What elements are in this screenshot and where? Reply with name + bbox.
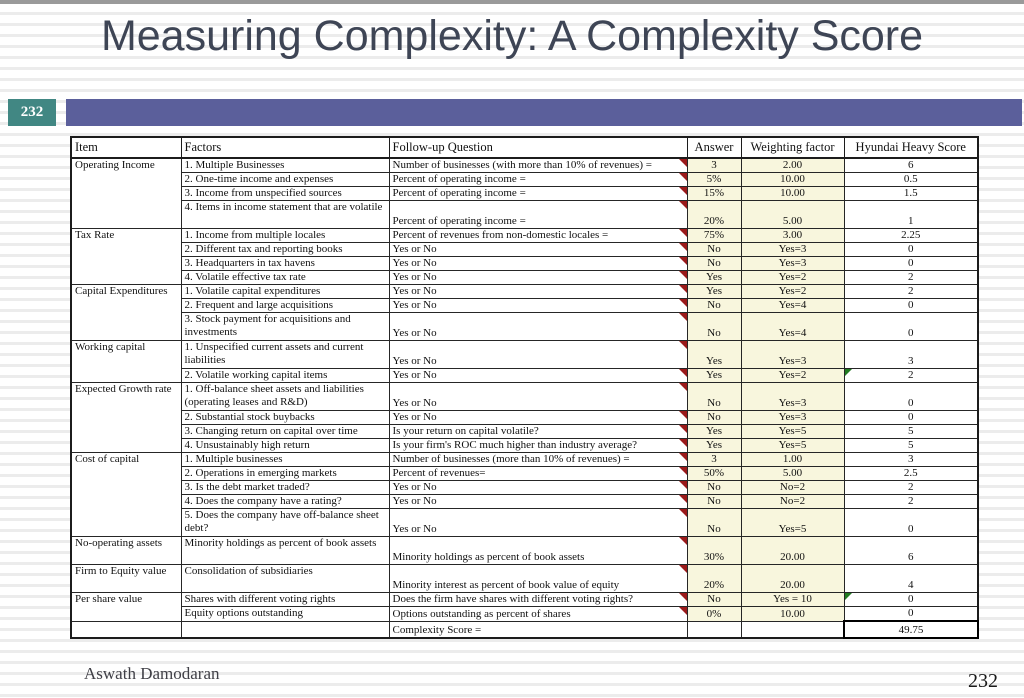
cell-factor: 4. Unsustainably high return: [181, 439, 389, 453]
cell-weighting-factor: 5.00: [741, 201, 844, 229]
table-header-row: [71, 137, 978, 158]
cell-weighting-factor: Yes=5: [741, 509, 844, 537]
cell-answer: Yes: [687, 341, 741, 369]
accent-bar: [66, 99, 1022, 126]
cell-item: Working capital: [71, 341, 181, 383]
cell-answer: No: [687, 243, 741, 257]
cell-answer: No: [687, 299, 741, 313]
comment-indicator-red-icon: [679, 187, 687, 195]
cell-factor: 3. Income from unspecified sources: [181, 187, 389, 201]
footer-page-number: 232: [968, 670, 998, 692]
footer-author: Aswath Damodaran: [84, 664, 220, 683]
cell-factor: 2. Operations in emerging markets: [181, 467, 389, 481]
cell-weighting-factor: Yes=5: [741, 439, 844, 453]
cell-score: 2: [844, 369, 978, 383]
cell-answer: Yes: [687, 285, 741, 299]
cell-question: Is your firm's ROC much higher than industry average?: [389, 439, 687, 453]
cell-question: Minority holdings as percent of book assets: [389, 537, 687, 565]
comment-indicator-red-icon: [679, 243, 687, 251]
cell-answer: No: [687, 383, 741, 411]
cell-weighting-factor: Yes=3: [741, 383, 844, 411]
comment-indicator-green-icon: [845, 593, 852, 600]
cell-factor: Consolidation of subsidiaries: [181, 565, 389, 593]
table-row: [71, 495, 978, 509]
cell-weighting-factor: 20.00: [741, 565, 844, 593]
cell-factor: 4. Does the company have a rating?: [181, 495, 389, 509]
comment-indicator-red-icon: [679, 201, 687, 209]
cell-question: Percent of operating income =: [389, 187, 687, 201]
table-row: [71, 173, 978, 187]
comment-indicator-red-icon: [679, 285, 687, 293]
comment-indicator-red-icon: [679, 229, 687, 237]
cell-item: No-operating assets: [71, 537, 181, 565]
slide-number-badge: 232: [8, 99, 56, 126]
cell-question: Is your return on capital volatile?: [389, 425, 687, 439]
table-row: [71, 313, 978, 341]
cell-question: Yes or No: [389, 299, 687, 313]
cell-factor: 2. Volatile working capital items: [181, 369, 389, 383]
table-row: [71, 439, 978, 453]
cell-question: Percent of operating income =: [389, 201, 687, 229]
cell-answer: Yes: [687, 439, 741, 453]
cell-factor: Minority holdings as percent of book assets: [181, 537, 389, 565]
comment-indicator-red-icon: [679, 593, 687, 601]
cell-question: Number of businesses (with more than 10% of revenues) =: [389, 158, 687, 173]
cell-weighting-factor: No=2: [741, 495, 844, 509]
cell-answer: No: [687, 481, 741, 495]
cell-question: Yes or No: [389, 481, 687, 495]
cell-weighting-factor: Yes=2: [741, 271, 844, 285]
cell-answer: 20%: [687, 565, 741, 593]
cell-factor: 1. Multiple Businesses: [181, 158, 389, 173]
table-row: [71, 425, 978, 439]
table-row: [71, 383, 978, 411]
cell-score: 0: [844, 411, 978, 425]
comment-indicator-red-icon: [679, 159, 687, 167]
cell-answer: 0%: [687, 607, 741, 622]
comment-indicator-red-icon: [679, 565, 687, 573]
cell-factor: Shares with different voting rights: [181, 593, 389, 607]
cell-weighting-factor: Yes=3: [741, 257, 844, 271]
table-row: [71, 537, 978, 565]
table-row: [71, 341, 978, 369]
cell-weighting-factor: 1.00: [741, 453, 844, 467]
cell-factor: 3. Headquarters in tax havens: [181, 257, 389, 271]
cell-factor: 4. Volatile effective tax rate: [181, 271, 389, 285]
complexity-score-table-wrap: [70, 136, 979, 639]
table-row: [71, 201, 978, 229]
cell-factor: 1. Volatile capital expenditures: [181, 285, 389, 299]
comment-indicator-red-icon: [679, 299, 687, 307]
cell-question: Percent of revenues from non-domestic locales =: [389, 229, 687, 243]
cell-answer: No: [687, 257, 741, 271]
cell-answer: 75%: [687, 229, 741, 243]
cell-factor: 3. Changing return on capital over time: [181, 425, 389, 439]
cell-weighting-factor: 10.00: [741, 173, 844, 187]
cell-answer: No: [687, 593, 741, 607]
cell-question: Yes or No: [389, 257, 687, 271]
cell-answer: Yes: [687, 425, 741, 439]
complexity-score-label: Complexity Score =: [389, 621, 687, 638]
cell-answer: No: [687, 509, 741, 537]
cell-answer: 3: [687, 453, 741, 467]
comment-indicator-red-icon: [679, 537, 687, 545]
cell-question: Percent of revenues=: [389, 467, 687, 481]
cell-answer: No: [687, 495, 741, 509]
cell-score: 2.5: [844, 467, 978, 481]
cell-score: 5: [844, 425, 978, 439]
cell-weighting-factor: No=2: [741, 481, 844, 495]
cell-weighting-factor: Yes=4: [741, 313, 844, 341]
cell-answer: 30%: [687, 537, 741, 565]
cell-answer: Yes: [687, 369, 741, 383]
cell-weighting-factor: Yes=2: [741, 369, 844, 383]
cell-score: 5: [844, 439, 978, 453]
cell-question: Yes or No: [389, 411, 687, 425]
cell-factor: 1. Off-balance sheet assets and liabilities (operating leases and R&D): [181, 383, 389, 411]
table-row: [71, 453, 978, 467]
cell-item-empty: [71, 621, 181, 638]
table-row: [71, 271, 978, 285]
cell-factor: 2. Frequent and large acquisitions: [181, 299, 389, 313]
cell-score: 6: [844, 158, 978, 173]
cell-weighting-factor: 10.00: [741, 607, 844, 622]
cell-score: 2: [844, 495, 978, 509]
cell-item: Cost of capital: [71, 453, 181, 537]
cell-factor: Equity options outstanding: [181, 607, 389, 622]
cell-weighting-factor: 3.00: [741, 229, 844, 243]
comment-indicator-red-icon: [679, 411, 687, 419]
cell-score: 3: [844, 453, 978, 467]
cell-score: 0: [844, 509, 978, 537]
comment-indicator-red-icon: [679, 383, 687, 391]
cell-score: 0: [844, 243, 978, 257]
cell-answer: 5%: [687, 173, 741, 187]
cell-question: Yes or No: [389, 369, 687, 383]
table-row: [71, 565, 978, 593]
cell-weighting-factor: Yes = 10: [741, 593, 844, 607]
complexity-score-table: [70, 136, 979, 639]
cell-weighting-factor: 20.00: [741, 537, 844, 565]
cell-score: 6: [844, 537, 978, 565]
col-header-factors: Factors: [181, 137, 389, 158]
cell-answer: 15%: [687, 187, 741, 201]
cell-score: 2: [844, 271, 978, 285]
cell-score: 3: [844, 341, 978, 369]
comment-indicator-red-icon: [679, 173, 687, 181]
cell-question: Options outstanding as percent of shares: [389, 607, 687, 622]
comment-indicator-red-icon: [679, 495, 687, 503]
cell-item: Capital Expenditures: [71, 285, 181, 341]
cell-question: Yes or No: [389, 313, 687, 341]
comment-indicator-red-icon: [679, 425, 687, 433]
cell-question: Percent of operating income =: [389, 173, 687, 187]
cell-factor-empty: [181, 621, 389, 638]
col-header-question: Follow-up Question: [389, 137, 687, 158]
table-row: [71, 299, 978, 313]
table-row: [71, 229, 978, 243]
cell-item: Expected Growth rate: [71, 383, 181, 453]
cell-factor: 1. Unspecified current assets and current liabilities: [181, 341, 389, 369]
comment-indicator-red-icon: [679, 467, 687, 475]
table-row: [71, 593, 978, 607]
cell-question: Yes or No: [389, 383, 687, 411]
cell-factor: 2. One-time income and expenses: [181, 173, 389, 187]
cell-answer: No: [687, 411, 741, 425]
cell-score: 0: [844, 313, 978, 341]
table-row: [71, 187, 978, 201]
table-row: [71, 509, 978, 537]
cell-answer: Yes: [687, 271, 741, 285]
complexity-total-row: [71, 621, 978, 638]
cell-item: Operating Income: [71, 158, 181, 229]
cell-question: Yes or No: [389, 285, 687, 299]
comment-indicator-red-icon: [679, 439, 687, 447]
comment-indicator-red-icon: [679, 341, 687, 349]
cell-factor: 2. Substantial stock buybacks: [181, 411, 389, 425]
cell-weighting-factor: Yes=4: [741, 299, 844, 313]
cell-answer-empty: [687, 621, 741, 638]
cell-score: 0: [844, 257, 978, 271]
cell-score: 1.5: [844, 187, 978, 201]
cell-factor: 3. Stock payment for acquisitions and investments: [181, 313, 389, 341]
cell-question: Yes or No: [389, 271, 687, 285]
cell-question: Minority interest as percent of book value of equity: [389, 565, 687, 593]
col-header-weighting: Weighting factor: [741, 137, 844, 158]
table-row: [71, 369, 978, 383]
cell-score: 0: [844, 383, 978, 411]
cell-item: Firm to Equity value: [71, 565, 181, 593]
cell-item: Per share value: [71, 593, 181, 622]
comment-indicator-red-icon: [679, 271, 687, 279]
cell-weighting-factor: Yes=3: [741, 341, 844, 369]
cell-answer: 20%: [687, 201, 741, 229]
page-title: Measuring Complexity: A Complexity Score: [100, 12, 924, 60]
col-header-item: Item: [71, 137, 181, 158]
cell-weighting-factor: Yes=3: [741, 411, 844, 425]
cell-score: 2: [844, 481, 978, 495]
cell-factor: 2. Different tax and reporting books: [181, 243, 389, 257]
cell-score: 1: [844, 201, 978, 229]
cell-score: 4: [844, 565, 978, 593]
cell-factor: 3. Is the debt market traded?: [181, 481, 389, 495]
cell-score: 2.25: [844, 229, 978, 243]
cell-score: 0: [844, 607, 978, 622]
cell-question: Yes or No: [389, 243, 687, 257]
complexity-score-value: 49.75: [844, 621, 978, 638]
comment-indicator-red-icon: [679, 607, 687, 615]
col-header-answer: Answer: [687, 137, 741, 158]
table-row: [71, 481, 978, 495]
cell-question: Yes or No: [389, 509, 687, 537]
table-row: [71, 285, 978, 299]
cell-factor: 5. Does the company have off-balance sheet debt?: [181, 509, 389, 537]
cell-weighting-factor: Yes=3: [741, 243, 844, 257]
cell-question: Number of businesses (more than 10% of revenues) =: [389, 453, 687, 467]
cell-answer: 3: [687, 158, 741, 173]
comment-indicator-red-icon: [679, 257, 687, 265]
cell-question: Does the firm have shares with different voting rights?: [389, 593, 687, 607]
comment-indicator-red-icon: [679, 509, 687, 517]
table-row: [71, 467, 978, 481]
cell-score: 0: [844, 593, 978, 607]
cell-weighting-empty: [741, 621, 844, 638]
cell-weighting-factor: 10.00: [741, 187, 844, 201]
cell-answer: No: [687, 313, 741, 341]
cell-weighting-factor: Yes=5: [741, 425, 844, 439]
cell-question: Yes or No: [389, 341, 687, 369]
cell-weighting-factor: 2.00: [741, 158, 844, 173]
cell-question: Yes or No: [389, 495, 687, 509]
comment-indicator-red-icon: [679, 453, 687, 461]
cell-item: Tax Rate: [71, 229, 181, 285]
cell-weighting-factor: Yes=2: [741, 285, 844, 299]
table-row: [71, 158, 978, 173]
cell-factor: 1. Multiple businesses: [181, 453, 389, 467]
cell-score: 2: [844, 285, 978, 299]
table-row: [71, 607, 978, 622]
table-row: [71, 257, 978, 271]
cell-factor: 4. Items in income statement that are volatile: [181, 201, 389, 229]
cell-factor: 1. Income from multiple locales: [181, 229, 389, 243]
cell-score: 0.5: [844, 173, 978, 187]
col-header-score: Hyundai Heavy Score: [844, 137, 978, 158]
cell-score: 0: [844, 299, 978, 313]
comment-indicator-red-icon: [679, 313, 687, 321]
comment-indicator-green-icon: [845, 369, 852, 376]
cell-weighting-factor: 5.00: [741, 467, 844, 481]
comment-indicator-red-icon: [679, 481, 687, 489]
comment-indicator-red-icon: [679, 369, 687, 377]
table-row: [71, 243, 978, 257]
cell-answer: 50%: [687, 467, 741, 481]
table-row: [71, 411, 978, 425]
